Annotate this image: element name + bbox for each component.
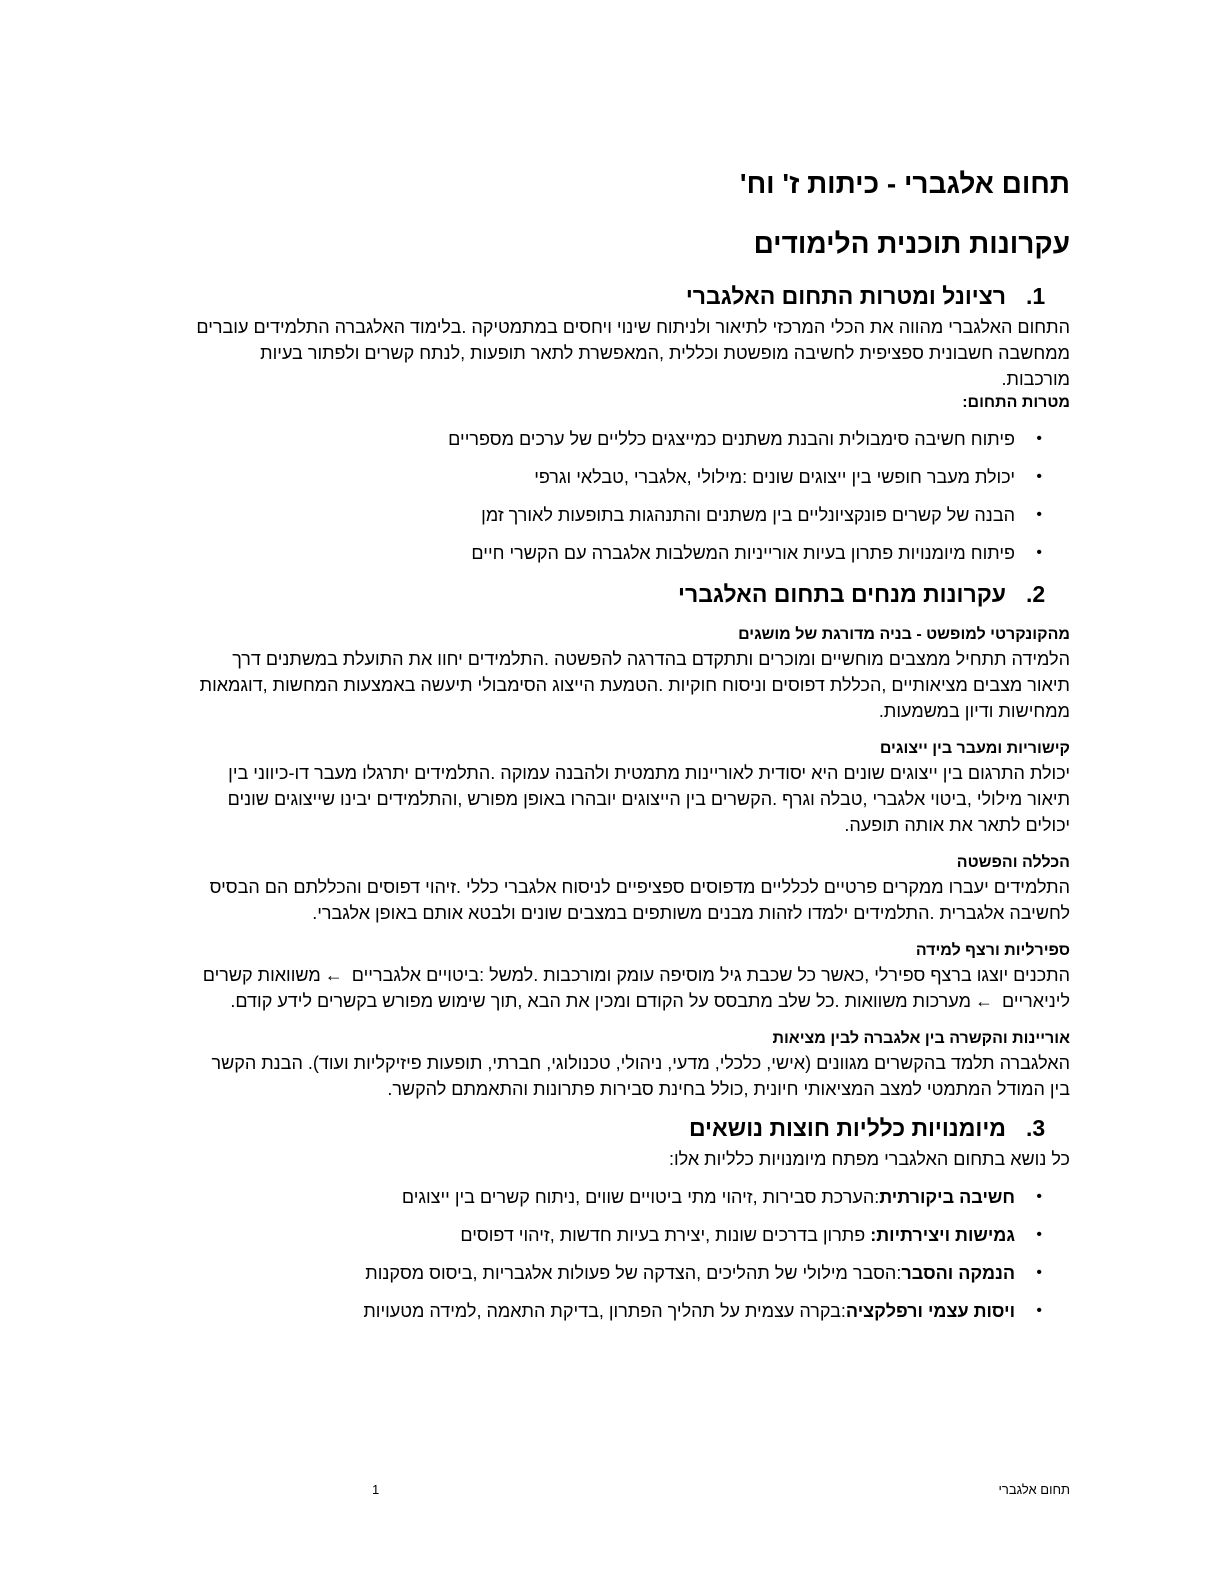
skill-name: ויסות עצמי ורפלקציה [845,1301,1015,1321]
section-3-title: מיומנויות כלליות חוצות נושאים [688,1115,1006,1141]
list-item [150,1298,1070,1324]
goal-text: פיתוח מיומנויות פתרון בעיות אורייניות המשלבות אלגברה עם הקשרי חיים [471,543,1015,563]
paragraph-line: התכנים יוצגו ברצף ספירלי ,כאשר כל שכבת גיל מוסיפה עומק ומורכבות .למשל :ביטויים אלגבריים [351,965,1070,985]
block-paragraph [150,760,1070,838]
arrow-left-icon: ← [974,991,993,1011]
skill-text: :הסבר מילולי של תהליכים ,הצדקה של פעולות אלגבריות ,ביסוס מסקנות [365,1263,902,1283]
paragraph-line: הלמידה תתחיל ממצבים מוחשיים ומוכרים ותתקדם בהדרגה להפשטה .התלמידים יחוו את התועלת במשתנים דרך [232,649,1070,669]
list-item [150,1184,1070,1210]
block-paragraph [150,962,1070,1014]
paragraph-line: ממחשבה חשבונית ספציפית לחשיבה מופשטת וכללית ,המאפשרת לתאר תופעות ,לנתח קשרים ולפתור בעיות [260,343,1070,363]
arrow-left-icon: ← [324,965,343,985]
skill-name: הנמקה והסבר [901,1263,1015,1283]
paragraph-line: תיאור מילולי ,ביטוי אלגברי ,טבלה וגרף .הקשרים בין הייצוגים יובהרו באופן מפורש ,והתלמידים יבינו שייצוגים שונים [227,789,1070,809]
paragraph-line: האלגברה תלמד בהקשרים מגוונים (אישי, כלכלי, מדעי, ניהולי, טכנולוגי, חברתי, תופעות פיזיקליות ועוד). הבנת הקשר [211,1053,1070,1073]
bullet-icon: • [1036,430,1042,447]
subheading-literacy: אוריינות והקשרה בין אלגברה לבין מציאות [772,1030,1070,1047]
paragraph-line: ליניאריים [1001,991,1070,1011]
page-subtitle: עקרונות תוכנית הלימודים [753,228,1070,259]
section-2-title: עקרונות מנחים בתחום האלגברי [678,581,1006,607]
block-paragraph [150,874,1070,926]
section-1-paragraph [150,314,1070,392]
bullet-icon: • [1036,468,1042,485]
section-3-intro: כל נושא בתחום האלגברי מפתח מיומנויות כלליות אלו: [669,1149,1070,1169]
goals-list [150,426,1070,566]
paragraph-line: בין המודל המתמטי למצב המציאותי חיונית ,כולל בחינת סבירות פתרונות והתאמתם להקשר. [387,1079,1070,1099]
skill-text: :בקרה עצמית על תהליך הפתרון ,בדיקת התאמה ,למידה מטעויות [363,1301,846,1321]
section-1-number: 1. [1026,283,1046,309]
skill-name: גמישות ויצירתיות: [870,1225,1015,1245]
footer-document-name: תחום אלגברי [998,1482,1070,1497]
subheading-spiral: ספירליות ורצף למידה [915,942,1070,959]
page-title: תחום אלגברי - כיתות ז' וח' [739,168,1070,199]
paragraph-line: יכולת התרגום בין ייצוגים שונים היא יסודית לאוריינות מתמטית ולהבנה עמוקה .התלמידים יתרגלו מעבר דו-כיווני בין [228,763,1070,783]
subheading-concrete-abstract: מהקונקרטי למופשט - בניה מדורגת של מושגים [738,626,1070,643]
section-3-heading [150,1112,1070,1144]
skill-name: חשיבה ביקורתית [879,1187,1015,1207]
subheading-representations: קישוריות ומעבר בין ייצוגים [879,740,1070,757]
section-3-number: 3. [1026,1115,1046,1141]
paragraph-line: ממחישות ודיון במשמעות. [878,701,1070,721]
goal-text: פיתוח חשיבה סימבולית והבנת משתנים כמייצגים כלליים של ערכים מספריים [448,429,1015,449]
bullet-icon: • [1036,1302,1042,1319]
section-1-title: רציונל ומטרות התחום האלגברי [685,283,1006,309]
section-2-heading [150,578,1070,610]
bullet-icon: • [1036,506,1042,523]
paragraph-line: התלמידים יעברו ממקרים פרטיים לכלליים מדפוסים ספציפיים לניסוח אלגברי כללי .זיהוי דפוסים והכללתם הם הבסיס [209,877,1070,897]
skill-text: :הערכת סבירות ,זיהוי מתי ביטויים שווים ,ניתוח קשרים בין ייצוגים [401,1187,880,1207]
goal-text: הבנה של קשרים פונקציונליים בין משתנים והתנהגות בתופעות לאורך זמן [481,505,1015,525]
list-item [150,464,1070,490]
bullet-icon: • [1036,1188,1042,1205]
paragraph-line: מערכות משוואות .כל שלב מתבסס על הקודם ומכין את הבא ,תוך שימוש מפורש בקשרים לידע קודם. [230,991,971,1011]
paragraph-line: לחשיבה אלגברית .התלמידים ילמדו לזהות מבנים משותפים במצבים שונים ולבטא אותם באופן אלגברי. [312,903,1070,923]
goals-label: מטרות התחום: [962,394,1070,411]
list-item [150,1260,1070,1286]
paragraph-line: מורכבות. [1001,369,1070,389]
paragraph-line: משוואות קשרים [202,965,321,985]
bullet-icon: • [1036,544,1042,561]
paragraph-line: יכולים לתאר את אותה תופעה. [844,815,1070,835]
block-paragraph [150,1050,1070,1102]
list-item [150,540,1070,566]
paragraph-line: התחום האלגברי מהווה את הכלי המרכזי לתיאור ולניתוח שינוי ויחסים במתמטיקה .בלימוד האלגברה התלמידים עוברים [196,317,1070,337]
document-content [150,162,1070,1336]
goal-text: יכולת מעבר חופשי בין ייצוגים שונים :מילולי ,אלגברי ,טבלאי וגרפי [534,467,1015,487]
section-2-number: 2. [1026,581,1046,607]
bullet-icon: • [1036,1226,1042,1243]
skill-text: פתרון בדרכים שונות ,יצירת בעיות חדשות ,זיהוי דפוסים [460,1225,871,1245]
list-item [150,426,1070,452]
skills-list [150,1184,1070,1324]
block-paragraph [150,646,1070,724]
bullet-icon: • [1036,1264,1042,1281]
paragraph-line: תיאור מצבים מציאותיים ,הכללת דפוסים וניסוח חוקיות .הטמעת הייצוג הסימבולי תיעשה באמצעות המחשות ,דוגמאות [199,675,1070,695]
section-1-heading [150,280,1070,312]
page-number: 1 [372,1482,380,1497]
list-item [150,502,1070,528]
subheading-generalization: הכללה והפשטה [956,854,1070,871]
list-item [150,1222,1070,1248]
